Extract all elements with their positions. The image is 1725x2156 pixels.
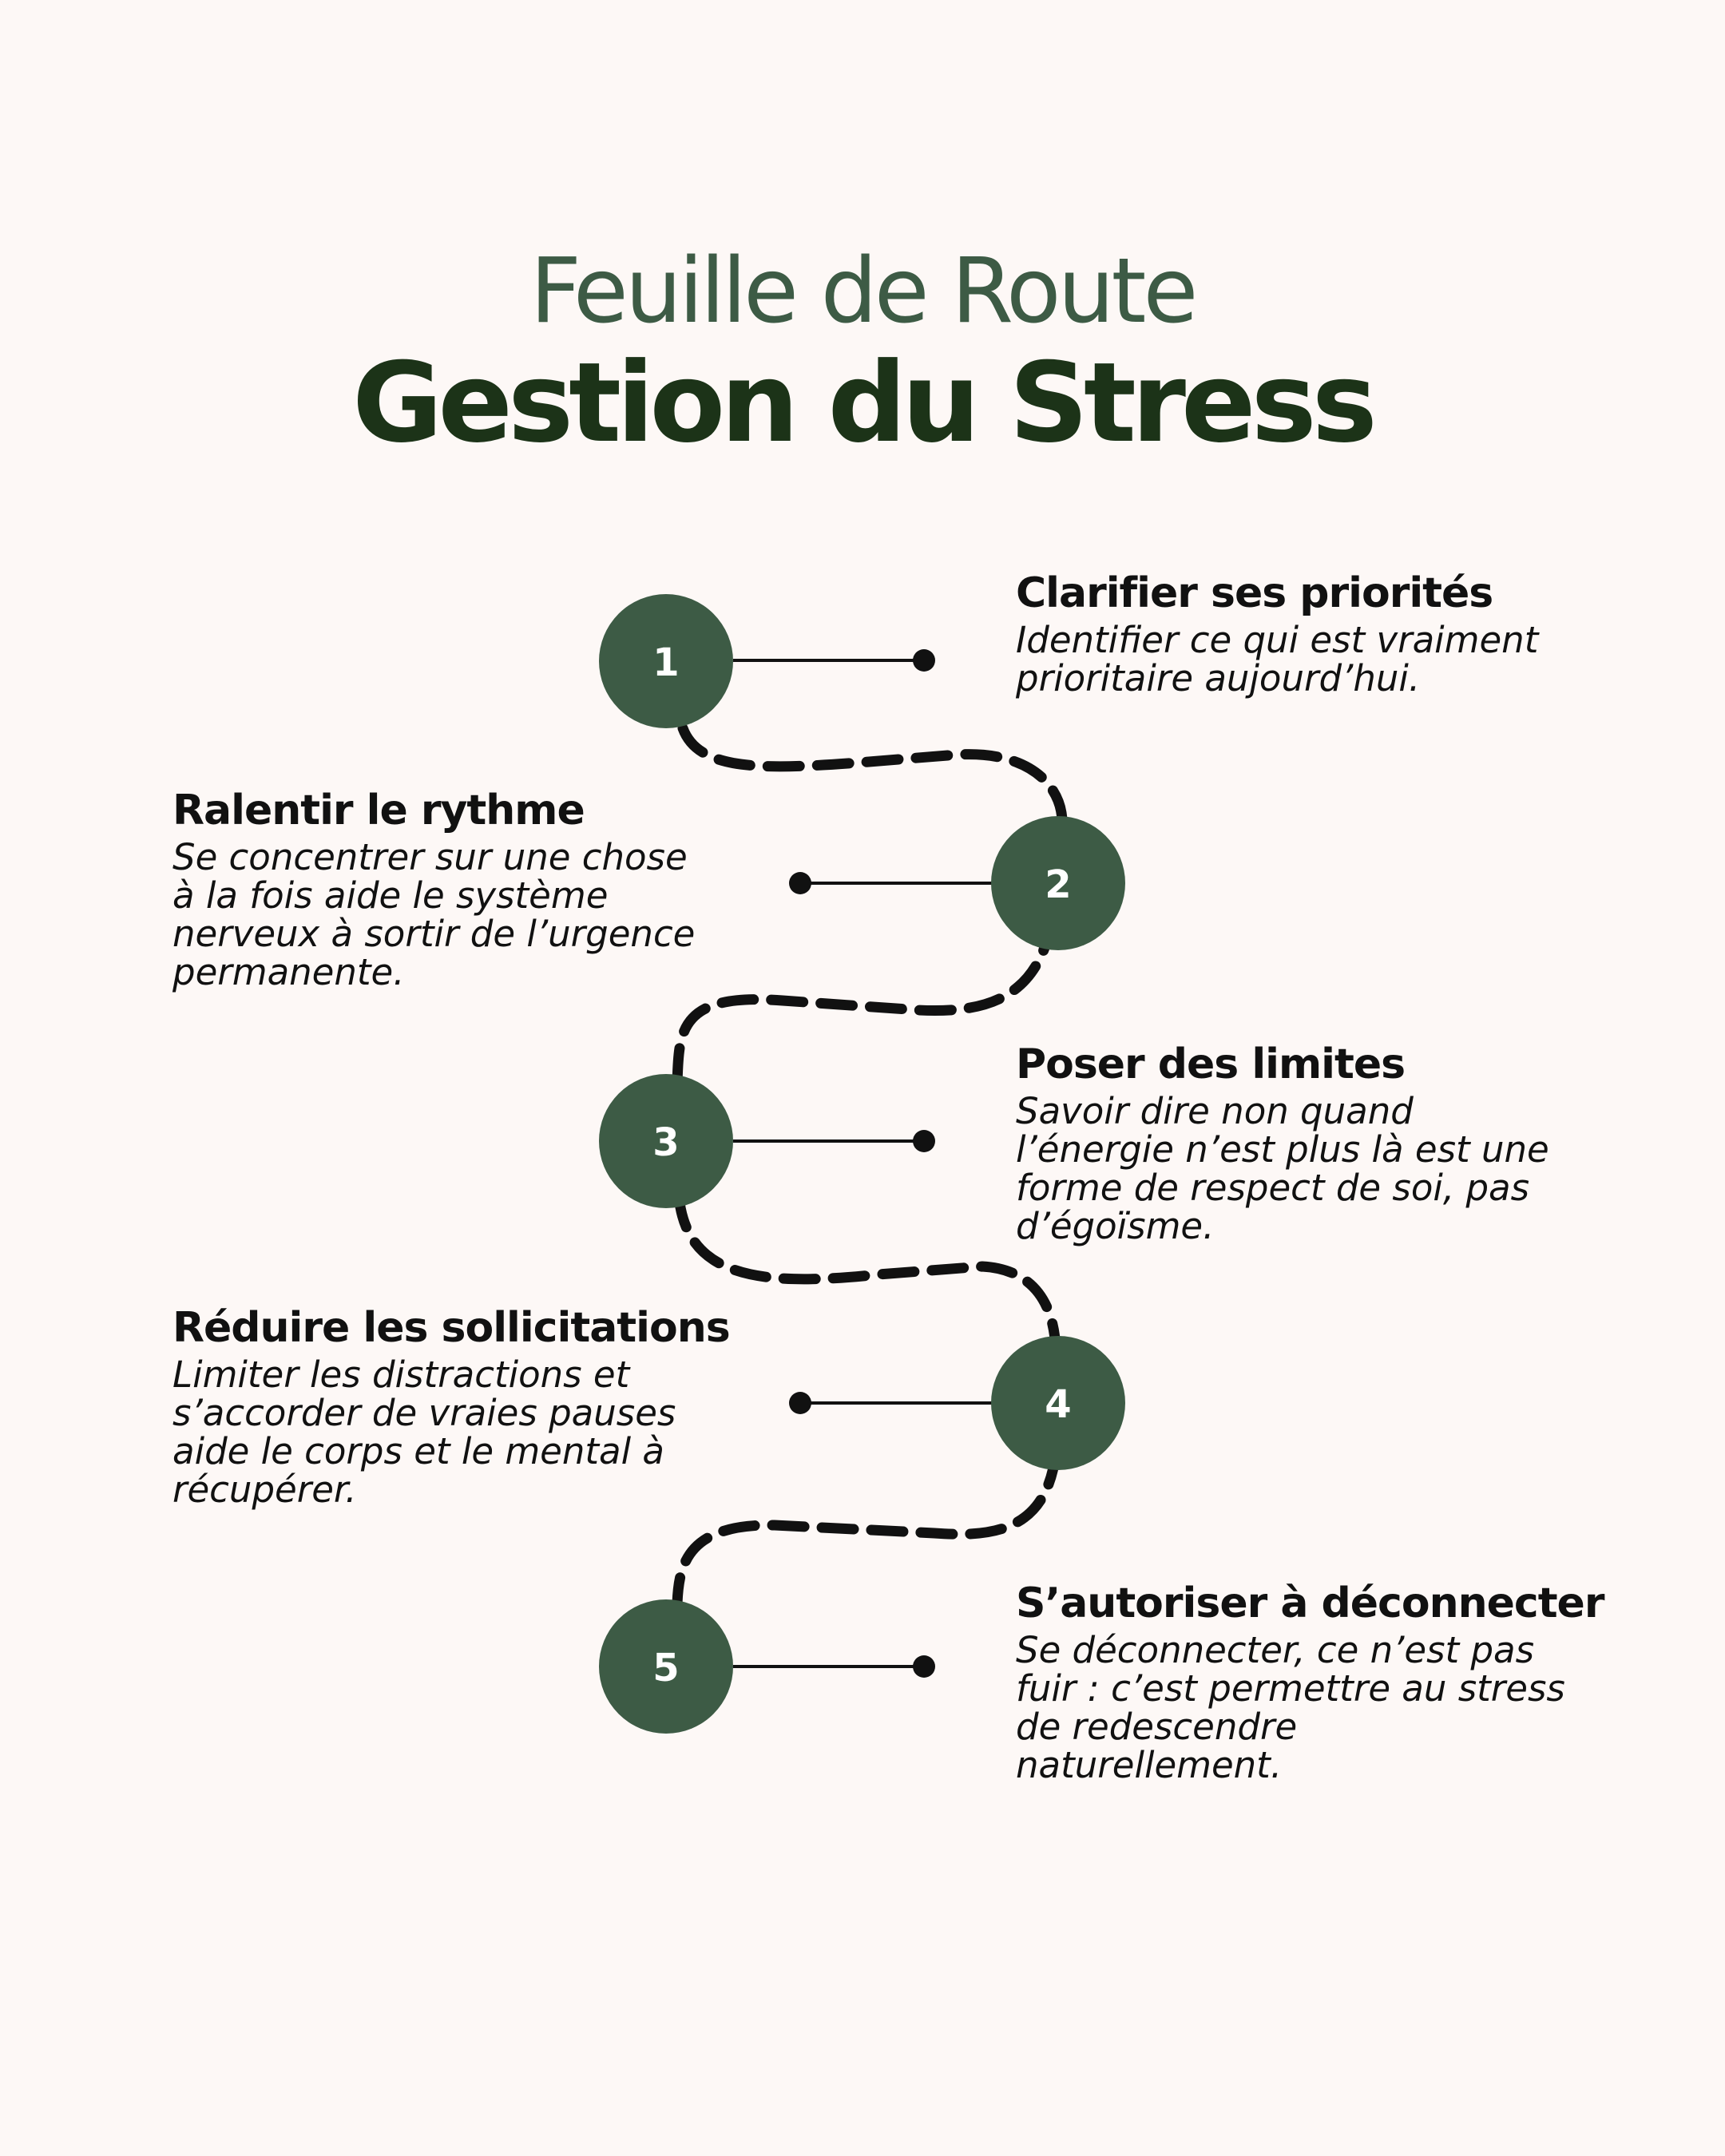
step-2-number: 2 <box>1045 862 1072 907</box>
step-3-desc-line: l’énergie n’est plus là est une <box>1016 1128 1549 1171</box>
step-4-dot <box>789 1392 811 1414</box>
step-5-desc-line: de redescendre <box>1016 1706 1298 1748</box>
step-5-number: 5 <box>652 1646 680 1690</box>
step-4-description <box>172 1353 779 1511</box>
step-1-desc-line: Identifier ce qui est vraiment <box>1016 619 1539 661</box>
step-5-node <box>599 1599 935 1734</box>
step-5-text <box>1016 1577 1623 1785</box>
step-3-desc-line: forme de respect de soi, pas <box>1016 1167 1530 1209</box>
step-2-desc-line: à la fois aide le système <box>172 874 609 917</box>
step-3-node <box>599 1074 935 1208</box>
step-1-dot <box>913 649 935 672</box>
step-4-desc-line: Limiter les distractions et <box>172 1353 630 1396</box>
step-1-number: 1 <box>652 640 680 685</box>
step-3-desc-line: Savoir dire non quand <box>1016 1090 1414 1132</box>
step-3-dot <box>913 1130 935 1152</box>
step-2-title: Ralentir le rythme <box>172 787 585 834</box>
step-4-title: Réduire les sollicitations <box>172 1304 730 1352</box>
step-3-description <box>1016 1092 1623 1246</box>
step-5-description <box>1016 1631 1623 1785</box>
step-1-text <box>1016 567 1623 698</box>
step-3-desc-line: d’égoïsme. <box>1016 1205 1215 1247</box>
step-4-desc-line: récupérer. <box>172 1468 357 1511</box>
step-5-title: S’autoriser à déconnecter <box>1016 1579 1604 1627</box>
step-3-text <box>1016 1038 1623 1246</box>
step-2-text <box>172 784 779 992</box>
step-4-desc-line: s’accorder de vraies pauses <box>172 1392 676 1434</box>
step-5-dot <box>913 1655 935 1678</box>
step-4-text <box>172 1302 779 1509</box>
step-1-desc-line: prioritaire aujourd’hui. <box>1016 657 1421 700</box>
page-title: Gestion du Stress <box>352 339 1373 467</box>
step-1-title: Clarifier ses priorités <box>1016 569 1493 617</box>
step-2-node <box>789 816 1125 950</box>
step-2-dot <box>789 872 811 894</box>
step-4-number: 4 <box>1045 1382 1072 1427</box>
step-5-desc-line: Se déconnecter, ce n’est pas <box>1016 1629 1535 1671</box>
step-2-description <box>172 838 779 992</box>
step-2-desc-line: Se concentrer sur une chose <box>172 836 688 878</box>
step-1-node <box>599 594 935 728</box>
step-4-node <box>789 1336 1125 1470</box>
step-2-desc-line: permanente. <box>172 951 405 993</box>
step-1-description <box>1016 621 1623 698</box>
step-5-desc-line: naturellement. <box>1016 1744 1283 1786</box>
step-3-number: 3 <box>652 1120 680 1165</box>
step-4-desc-line: aide le corps et le mental à <box>172 1430 664 1472</box>
step-5-desc-line: fuir : c’est permettre au stress <box>1016 1667 1565 1710</box>
step-2-desc-line: nerveux à sortir de l’urgence <box>172 913 696 955</box>
step-3-title: Poser des limites <box>1016 1040 1406 1088</box>
title-subtitle: Feuille de Route <box>529 240 1196 343</box>
